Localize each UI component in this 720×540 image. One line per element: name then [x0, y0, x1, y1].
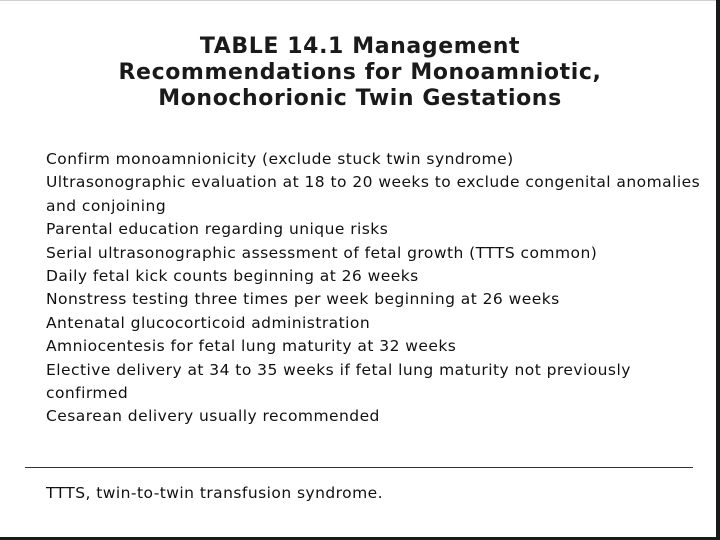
table-title [30, 34, 690, 112]
table-title-line-2: Recommendations for Monoamniotic, [118, 60, 602, 85]
list-item: Antenatal glucocorticoid administration [46, 313, 371, 332]
list-item: Cesarean delivery usually recommended [46, 407, 380, 426]
list-item: Amniocentesis for fetal lung maturity at 32 weeks [46, 337, 457, 356]
slide-right-border [716, 0, 720, 540]
table-title-line-3: Monochorionic Twin Gestations [158, 86, 562, 111]
footnote: TTTS, twin-to-twin transfusion syndrome. [46, 484, 384, 502]
list-item: Elective delivery at 34 to 35 weeks if fetal lung maturity not previously confirmed [46, 360, 631, 403]
footnote-divider [25, 467, 693, 468]
table-title-line-1: TABLE 14.1 Management [199, 34, 521, 59]
list-item: Parental education regarding unique risks [46, 220, 389, 239]
recommendations-list [46, 148, 706, 429]
list-item: Serial ultrasonographic assessment of fetal growth (TTTS common) [46, 243, 598, 262]
list-item: Confirm monoamnionicity (exclude stuck twin syndrome) [46, 150, 514, 168]
slide-top-edge [0, 0, 720, 1]
list-item: Nonstress testing three times per week beginning at 26 weeks [46, 290, 560, 309]
list-item: Ultrasonographic evaluation at 18 to 20 weeks to exclude congenital anomalies and conjoining [46, 173, 701, 215]
list-item: Daily fetal kick counts beginning at 26 weeks [46, 267, 419, 286]
